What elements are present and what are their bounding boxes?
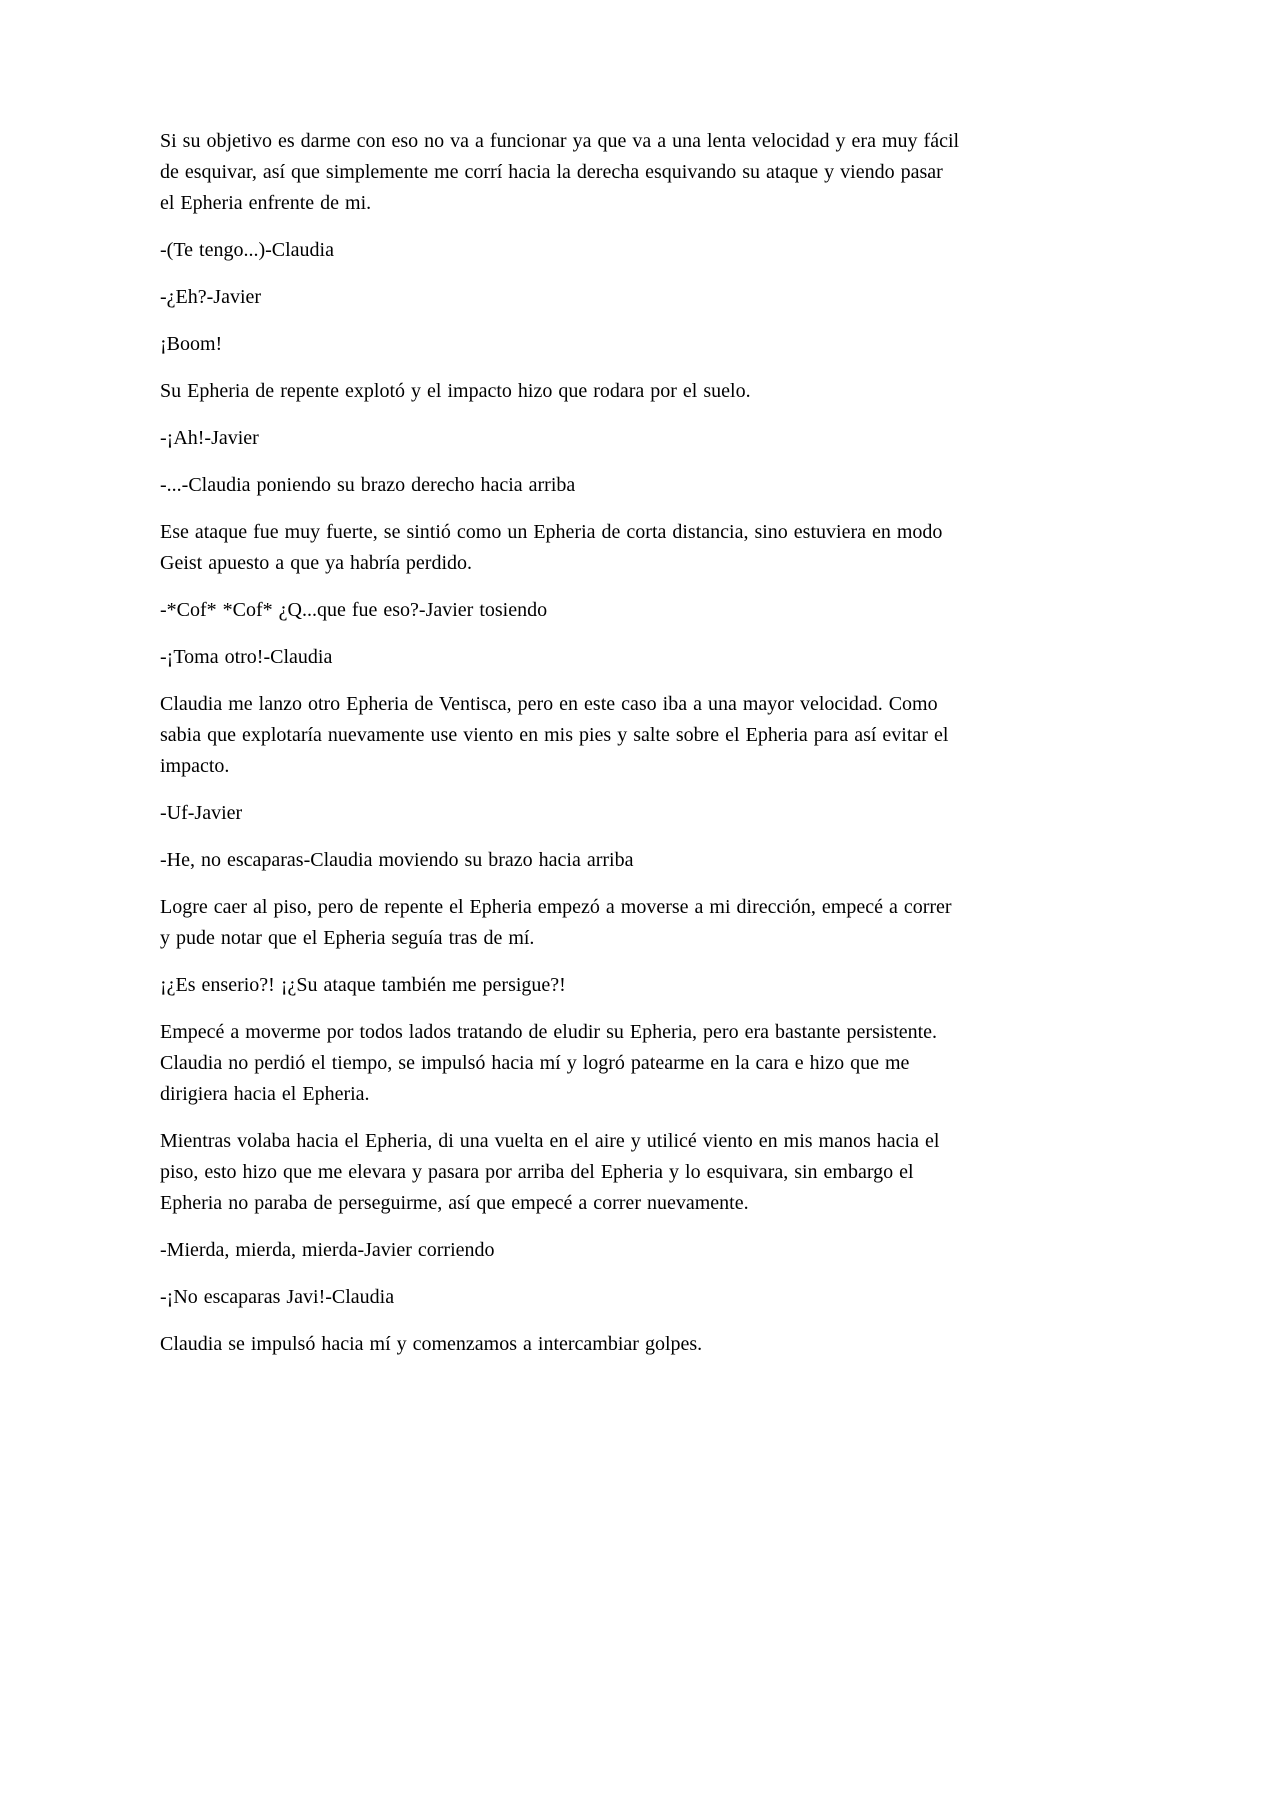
paragraph: Mientras volaba hacia el Epheria, di una vuelta en el aire y utilicé viento en mis manos hacia el piso, esto hizo que me elevara y pasara por arriba del Epheria y lo esquivara, sin embargo el Epheria no paraba de perseguirme, así que empecé a correr nuevamente. — [160, 1130, 940, 1214]
paragraph: -(Te tengo...)-Claudia — [160, 239, 334, 261]
paragraph: Empecé a moverme por todos lados tratando de eludir su Epheria, pero era bastante persistente. Claudia no perdió el tiempo, se impulsó hacia mí y logró patearme en la cara e hizo que me dirigiera hacia el Epheria. — [160, 1021, 938, 1105]
paragraph: Si su objetivo es darme con eso no va a funcionar ya que va a una lenta velocidad y era muy fácil de esquivar, así que simplemente me corrí hacia la derecha esquivando su ataque y viendo pasar el Epheria enfrente de mi. — [160, 130, 960, 214]
paragraph: Claudia me lanzo otro Epheria de Ventisca, pero en este caso iba a una mayor velocidad. Como sabia que explotaría nuevamente use viento en mis pies y salte sobre el Epheria para así evitar el impacto. — [160, 693, 949, 777]
paragraph: -¿Eh?-Javier — [160, 286, 262, 308]
paragraph: Ese ataque fue muy fuerte, se sintió como un Epheria de corta distancia, sino estuviera en modo Geist apuesto a que ya habría perdido. — [160, 521, 943, 574]
paragraph: Claudia se impulsó hacia mí y comenzamos a intercambiar golpes. — [160, 1333, 703, 1355]
paragraph: Su Epheria de repente explotó y el impacto hizo que rodara por el suelo. — [160, 380, 751, 402]
paragraph: -He, no escaparas-Claudia moviendo su brazo hacia arriba — [160, 849, 634, 871]
paragraph: -*Cof* *Cof* ¿Q...que fue eso?-Javier tosiendo — [160, 599, 548, 621]
paragraph: Logre caer al piso, pero de repente el Epheria empezó a moverse a mi dirección, empecé a correr y pude notar que el Epheria seguía tras de mí. — [160, 896, 952, 949]
paragraph: -¡Ah!-Javier — [160, 427, 259, 449]
paragraph: -¡Toma otro!-Claudia — [160, 646, 333, 668]
paragraph: -Uf-Javier — [160, 802, 243, 824]
paragraph: ¡Boom! — [160, 333, 223, 355]
paragraph: -¡No escaparas Javi!-Claudia — [160, 1286, 395, 1308]
paragraph: ¡¿Es enserio?! ¡¿Su ataque también me persigue?! — [160, 974, 566, 996]
paragraph: -...-Claudia poniendo su brazo derecho hacia arriba — [160, 474, 576, 496]
paragraph: -Mierda, mierda, mierda-Javier corriendo — [160, 1239, 495, 1261]
